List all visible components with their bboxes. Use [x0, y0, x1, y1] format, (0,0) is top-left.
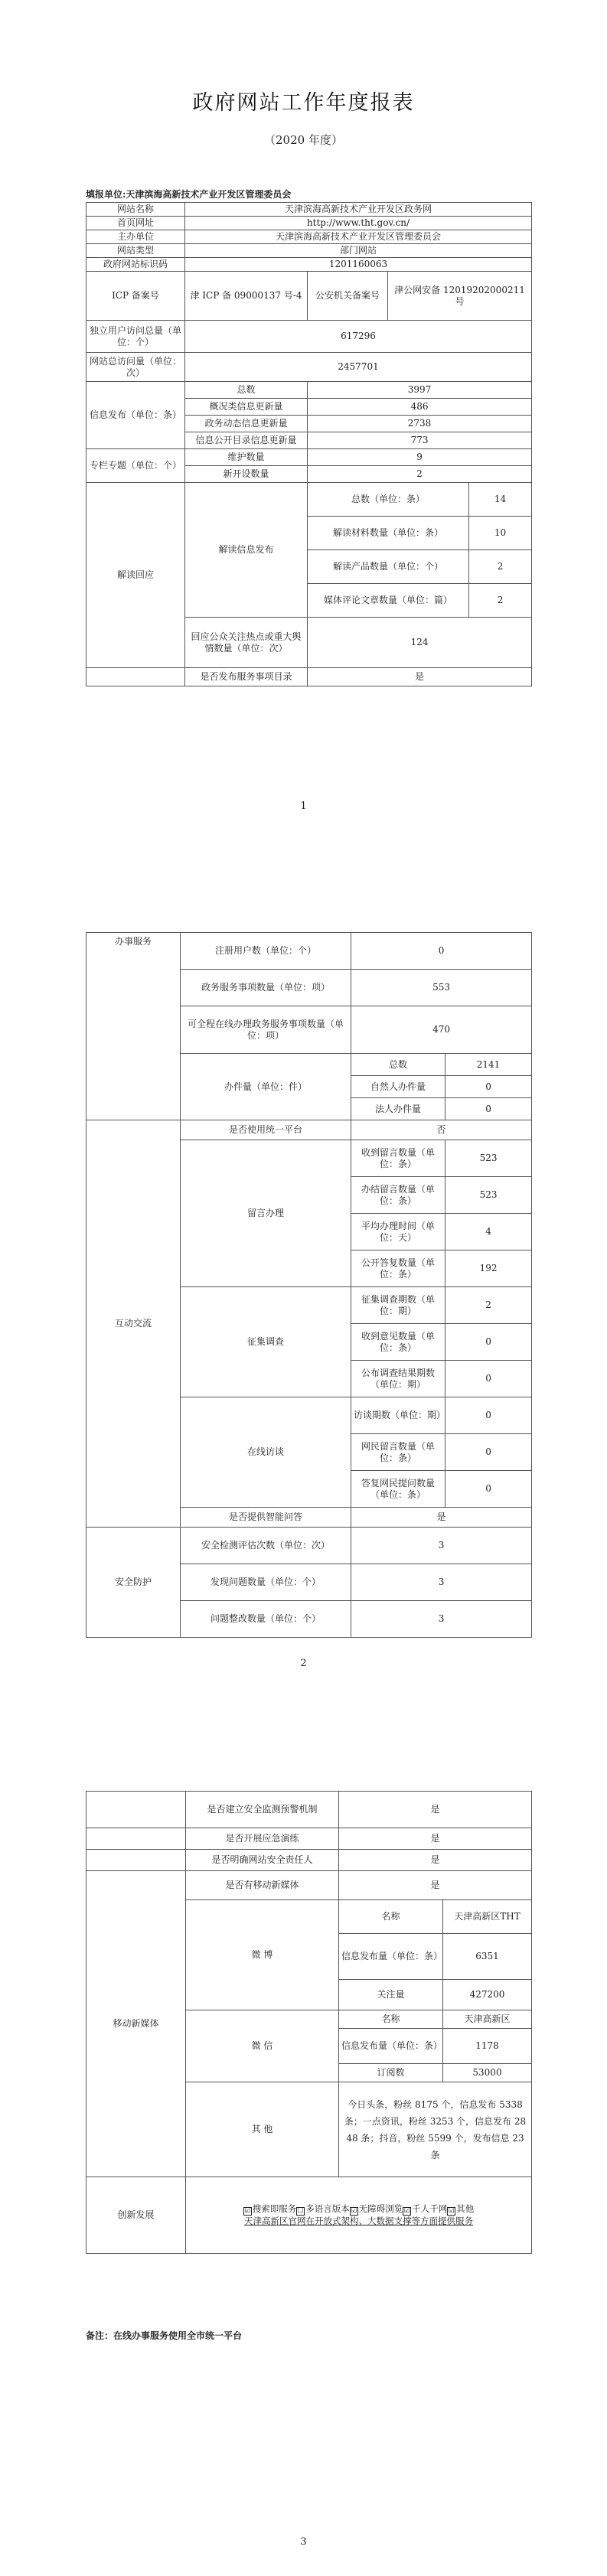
svc-handle-label: 办件量（单位：件）: [181, 1054, 351, 1120]
survey-result-label: 公布调查结果期数（单位：期）: [351, 1361, 445, 1397]
table-page-2: [86, 932, 532, 1638]
checkbox-icon: ☐: [297, 2207, 304, 2215]
info-catalog: 773: [308, 432, 532, 449]
blank-cell: [86, 1850, 186, 1871]
footnote: 备注：在线办事服务使用全市统一平台: [86, 2330, 243, 2341]
interp-media: 2: [469, 584, 532, 618]
interp-label: 解读回应: [86, 483, 185, 668]
sec-found: 3: [351, 1564, 532, 1601]
topic-new-label: 新开设数量: [185, 466, 308, 483]
mobile-label: 移动新媒体: [86, 1871, 186, 2177]
online-reply: 0: [445, 1471, 532, 1508]
weibo-name: 天津高新区THT: [443, 1900, 532, 1934]
msg-avg: 4: [445, 1214, 532, 1251]
survey-opinion: 0: [445, 1324, 532, 1361]
online-reply-label: 答复网民提问数量（单位：条）: [351, 1471, 445, 1508]
weibo-name-label: 名称: [339, 1900, 443, 1934]
svc-online-label: 可全程在线办理政务服务事项数量（单位：项）: [181, 1006, 351, 1054]
site-code-label: 政府网站标识码: [86, 258, 185, 272]
owner: 是: [339, 1850, 532, 1871]
innov-option[interactable]: ☑ 千人千网: [403, 2203, 448, 2215]
svc-total: 2141: [445, 1054, 532, 1076]
survey-label: 征集调查: [181, 1287, 351, 1397]
uv-value: 617296: [185, 321, 532, 353]
drill: 是: [339, 1828, 532, 1850]
reporting-unit: 填报单位:天津滨海高新技术产业开发区管理委员会: [86, 189, 292, 200]
innov-label: 创新发展: [86, 2177, 186, 2254]
msg-recv: 523: [445, 1140, 532, 1177]
police-number: 津公网安备 12019202000211 号: [388, 272, 532, 321]
info-label: 信息发布（单位：条）: [86, 382, 185, 449]
svc-legal: 0: [445, 1098, 532, 1120]
msg-done: 523: [445, 1177, 532, 1214]
service-list-label: 是否发布服务事项目录: [185, 668, 308, 686]
info-overview-label: 概况类信息更新量: [185, 399, 308, 416]
host-label: 主办单位: [86, 230, 185, 244]
sec-test-label: 安全检测评估次数（单位：次）: [181, 1528, 351, 1564]
survey-count: 2: [445, 1287, 532, 1324]
svc-users-label: 注册用户数（单位：个）: [181, 933, 351, 970]
msg-public-label: 公开答复数量（单位：条）: [351, 1251, 445, 1287]
svc-person-label: 自然人办件量: [351, 1076, 445, 1098]
home-url[interactable]: http://www.tht.gov.cn/: [185, 217, 532, 230]
police-label: 公安机关备案号: [308, 272, 388, 321]
sec-label: 安全防护: [86, 1528, 181, 1638]
site-code: 1201160063: [185, 258, 532, 272]
msg-done-label: 办结留言数量（单位：条）: [351, 1177, 445, 1214]
topic-new: 2: [308, 466, 532, 483]
sec-found-label: 发现问题数量（单位：个）: [181, 1564, 351, 1601]
msg-label: 留言办理: [181, 1140, 351, 1287]
innov-option[interactable]: ☐ 多语言版本: [297, 2203, 350, 2215]
svc-users: 0: [351, 933, 532, 970]
msg-public: 192: [445, 1251, 532, 1287]
blank-cell: [86, 1792, 186, 1828]
service-list: 是: [308, 668, 532, 686]
msg-recv-label: 收到留言数量（单位：条）: [351, 1140, 445, 1177]
sec-test: 3: [351, 1528, 532, 1564]
blank-cell: [86, 668, 185, 686]
wechat-sub-label: 订阅数: [339, 2064, 443, 2082]
wechat-pub: 1178: [443, 2029, 532, 2064]
info-news: 2738: [308, 416, 532, 432]
msg-avg-label: 平均办理时间（单位：天）: [351, 1214, 445, 1251]
blank-cell: [86, 1828, 186, 1850]
innov-option[interactable]: ☑ 搜索即服务: [244, 2203, 297, 2215]
wechat-pub-label: 信息发布量（单位：条）: [339, 2029, 443, 2064]
site-name: 天津滨海高新技术产业开发区政务网: [185, 203, 532, 217]
checkbox-icon: ☑: [351, 2207, 357, 2215]
page-number-3: 3: [300, 2536, 307, 2548]
online-count-label: 访谈期数（单位：期）: [351, 1397, 445, 1434]
online-count: 0: [445, 1397, 532, 1434]
svc-legal-label: 法人办件量: [351, 1098, 445, 1120]
smart-label: 是否提供智能问答: [181, 1508, 351, 1528]
svc-person: 0: [445, 1076, 532, 1098]
topic-maintain: 9: [308, 449, 532, 466]
survey-result: 0: [445, 1361, 532, 1397]
info-total-label: 总数: [185, 382, 308, 399]
checkbox-icon: ☑: [244, 2207, 251, 2215]
table-page-1: [86, 202, 532, 686]
unified: 否: [351, 1120, 532, 1140]
page-number-2: 2: [300, 1658, 307, 1669]
owner-label: 是否明确网站安全责任人: [186, 1850, 339, 1871]
interp-media-label: 媒体评论文章数量（单位：篇）: [308, 584, 469, 618]
survey-count-label: 征集调查期数（单位：期）: [351, 1287, 445, 1324]
topic-label: 专栏专题（单位：个）: [86, 449, 185, 483]
weibo-pub-label: 信息发布量（单位：条）: [339, 1934, 443, 1980]
interp-product-label: 解读产品数量（单位：个）: [308, 550, 469, 584]
svc-items-label: 政务服务事项数量（单位：项）: [181, 970, 351, 1006]
icp-label: ICP 备案号: [86, 272, 185, 321]
other-media: 今日头条，粉丝 8175 个，信息发布 5338 条；一点资讯，粉丝 3253 个，信息发布 2848 条；抖音，粉丝 5599 个，发布信息 23 条: [339, 2082, 532, 2177]
svc-online: 470: [351, 1006, 532, 1054]
monitor-label: 是否建立安全监测预警机制: [186, 1792, 339, 1828]
smart: 是: [351, 1508, 532, 1528]
svc-label: 办事服务: [86, 933, 181, 1120]
info-news-label: 政务动态信息更新量: [185, 416, 308, 432]
site-type-label: 网站类型: [86, 244, 185, 258]
page-title: 政府网站工作年度报表: [192, 91, 415, 115]
unified-label: 是否使用统一平台: [181, 1120, 351, 1140]
weibo-label: 微 博: [186, 1900, 339, 2010]
wechat-sub: 53000: [443, 2064, 532, 2082]
drill-label: 是否开展应急演练: [186, 1828, 339, 1850]
has-mobile-label: 是否有移动新媒体: [186, 1871, 339, 1900]
weibo-follow: 427200: [443, 1980, 532, 2010]
interp-respond-label: 回应公众关注热点或重大舆情数量（单位：次）: [185, 618, 308, 668]
survey-opinion-label: 收到意见数量（单位：条）: [351, 1324, 445, 1361]
site-name-label: 网站名称: [86, 203, 185, 217]
page-number-1: 1: [300, 801, 307, 812]
sec-fix-label: 问题整改数量（单位：个）: [181, 1601, 351, 1638]
wechat-label: 微 信: [186, 2010, 339, 2082]
interp-product: 2: [469, 550, 532, 584]
wechat-name: 天津高新区: [443, 2010, 532, 2029]
innov-option[interactable]: ☑ 其他: [448, 2203, 475, 2215]
interp-pub-label: 解读信息发布: [185, 483, 308, 618]
table-page-3: [86, 1791, 532, 2254]
inter-label: 互动交流: [86, 1120, 181, 1528]
other-label: 其 他: [186, 2082, 339, 2177]
online-msg-label: 网民留言数量（单位：条）: [351, 1434, 445, 1471]
host-unit: 天津滨海高新技术产业开发区管理委员会: [185, 230, 532, 244]
monitor: 是: [339, 1792, 532, 1828]
info-catalog-label: 信息公开目录信息更新量: [185, 432, 308, 449]
pv-label: 网站总访问量（单位：次）: [86, 353, 185, 382]
svc-items: 553: [351, 970, 532, 1006]
svc-total-label: 总数: [351, 1054, 445, 1076]
online-label: 在线访谈: [181, 1397, 351, 1508]
sec-fix: 3: [351, 1601, 532, 1638]
pv-value: 2457701: [185, 353, 532, 382]
checkbox-icon: ☑: [403, 2207, 410, 2215]
interp-total: 14: [469, 483, 532, 517]
innov-option[interactable]: ☑ 无障碍浏览: [351, 2203, 403, 2215]
topic-maintain-label: 维护数量: [185, 449, 308, 466]
weibo-pub: 6351: [443, 1934, 532, 1980]
innov-cell: [186, 2177, 532, 2254]
report-year: （2020 年度）: [264, 133, 343, 147]
weibo-follow-label: 关注量: [339, 1980, 443, 2010]
checkbox-icon: ☑: [448, 2207, 455, 2215]
innov-other-text: 天津高新区官网在开放式架构、大数据支撑等方面提供服务: [244, 2216, 473, 2226]
icp-number: 津 ICP 备 09000137 号-4: [185, 272, 308, 321]
has-mobile: 是: [339, 1871, 532, 1900]
interp-total-label: 总数（单位：条）: [308, 483, 469, 517]
uv-label: 独立用户访问总量（单位：个）: [86, 321, 185, 353]
site-type: 部门网站: [185, 244, 532, 258]
wechat-name-label: 名称: [339, 2010, 443, 2029]
home-url-label: 首页网址: [86, 217, 185, 230]
interp-material: 10: [469, 517, 532, 550]
interp-respond: 124: [308, 618, 532, 668]
info-overview: 486: [308, 399, 532, 416]
online-msg: 0: [445, 1434, 532, 1471]
info-total: 3997: [308, 382, 532, 399]
interp-material-label: 解读材料数量（单位：条）: [308, 517, 469, 550]
